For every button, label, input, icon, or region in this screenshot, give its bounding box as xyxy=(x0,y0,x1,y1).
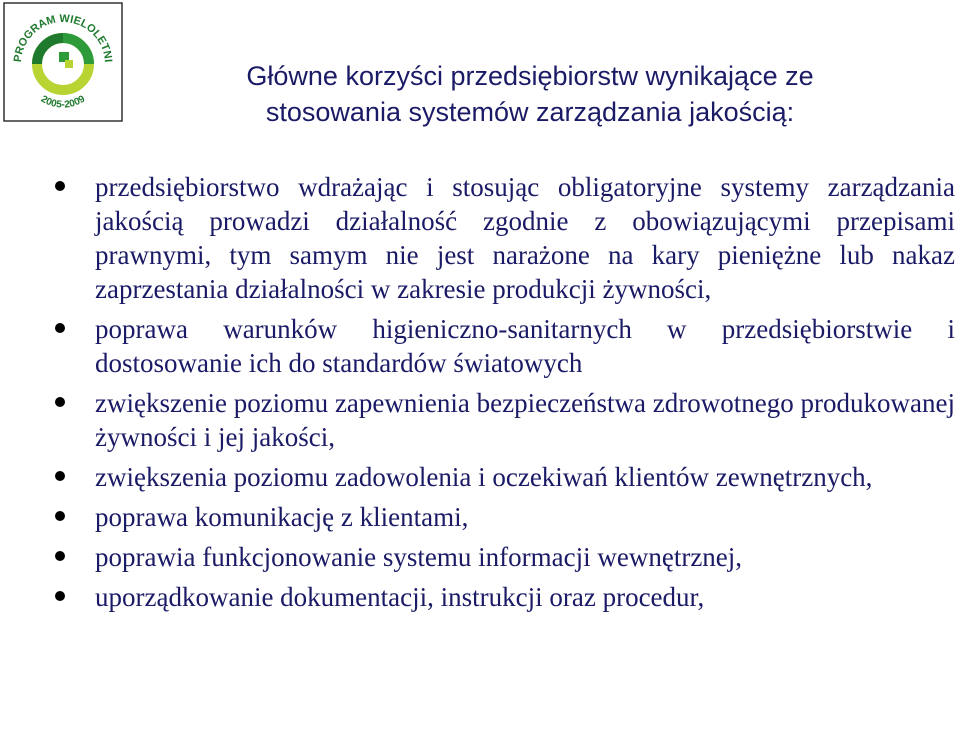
list-item xyxy=(55,540,955,574)
logo-bottom-text: 2005-2009 xyxy=(38,93,88,111)
title-line-2: stosowania systemów zarządzania jakością: xyxy=(265,97,795,127)
title-line-1: Główne korzyści przedsiębiorstw wynikające ze xyxy=(246,61,814,91)
program-logo xyxy=(3,2,123,122)
logo-top-text: PROGRAM WIELOLETNI xyxy=(11,12,114,63)
list-item xyxy=(55,386,955,454)
bullet-icon xyxy=(55,551,65,561)
list-item xyxy=(55,312,955,380)
list-item xyxy=(55,170,955,306)
bullet-icon xyxy=(55,591,65,601)
list-item xyxy=(55,460,955,494)
bullet-icon xyxy=(55,181,65,191)
list-item-text: przedsiębiorstwo wdrażając i stosując obligatoryjne systemy zarządzania jakością prowadzi działalność zgodnie z obowiązującymi przepisami prawnymi, tym samym nie jest narażone na kary pieniężne lub nakaz zaprzestania działalności w zakresie produkcji żywności, xyxy=(95,172,955,304)
logo-emblem-icon xyxy=(3,2,123,122)
bullet-icon xyxy=(55,471,65,481)
benefits-list xyxy=(55,170,955,620)
list-item xyxy=(55,500,955,534)
list-item-text: poprawa warunków higieniczno-sanitarnych w przedsiębiorstwie i dostosowanie ich do standardów światowych xyxy=(95,314,955,378)
list-item-text: zwiększenie poziomu zapewnienia bezpieczeństwa zdrowotnego produkowanej żywności i jej jakości, xyxy=(95,388,955,452)
page-title xyxy=(130,58,930,130)
list-item-text: poprawia funkcjonowanie systemu informacji wewnętrznej, xyxy=(95,542,743,572)
list-item-text: uporządkowanie dokumentacji, instrukcji oraz procedur, xyxy=(95,582,705,612)
bullet-icon xyxy=(55,511,65,521)
bullet-icon xyxy=(55,397,65,407)
list-item-text: poprawa komunikację z klientami, xyxy=(95,502,469,532)
list-item xyxy=(55,580,955,614)
list-item-text: zwiększenia poziomu zadowolenia i oczekiwań klientów zewnętrznych, xyxy=(95,462,873,492)
bullet-icon xyxy=(55,323,65,333)
